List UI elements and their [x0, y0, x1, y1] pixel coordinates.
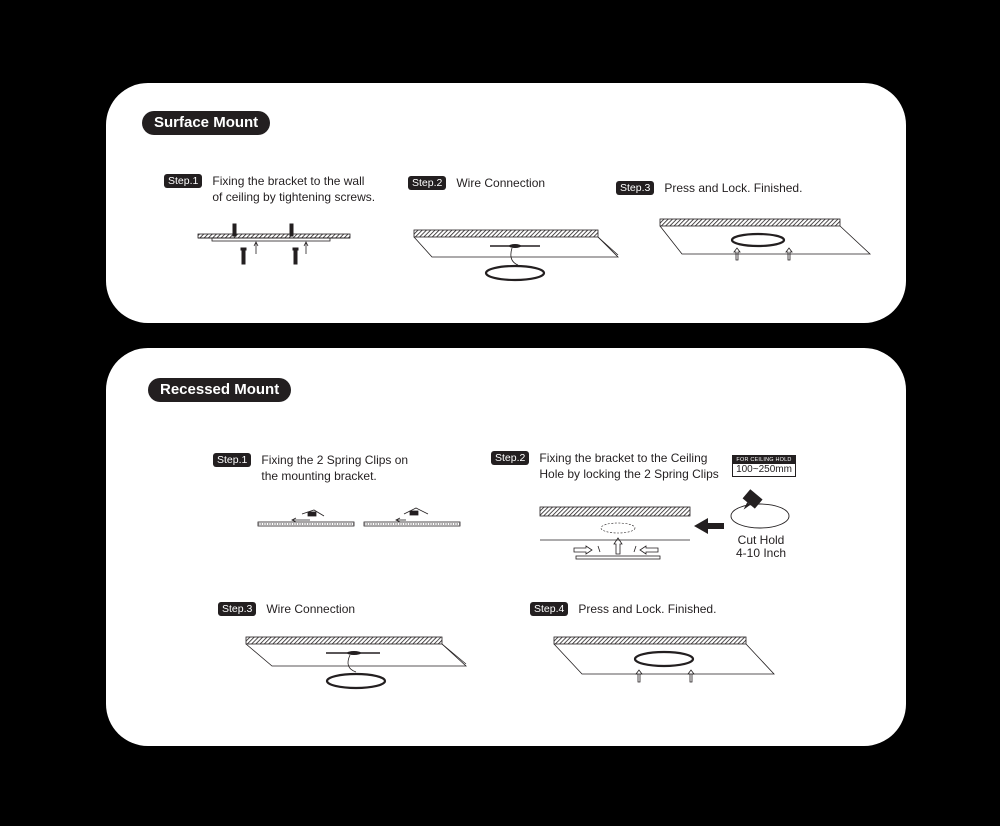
surface-finished-illustration [658, 216, 874, 266]
surface-step-1-text: Fixing the bracket to the wall of ceiling by tightening screws. [212, 174, 376, 204]
surface-step-3 [616, 180, 802, 196]
surface-step-2-badge: Step.2 [408, 176, 446, 190]
cut-hold-line2: 4-10 Inch [736, 546, 787, 560]
recessed-step-4-text: Press and Lock. Finished. [578, 602, 717, 616]
surface-mount-title: Surface Mount [142, 111, 270, 135]
surface-step-3-badge: Step.3 [616, 181, 654, 195]
recessed-step-2-text: Fixing the bracket to the Ceiling Hole by locking the 2 Spring Clips [539, 451, 719, 481]
recessed-step-1-text: Fixing the 2 Spring Clips on the mounting bracket. [261, 453, 409, 483]
ceiling-hold-value: 100~250mm [736, 464, 792, 475]
recessed-step-3-badge: Step.3 [218, 602, 256, 616]
recessed-step-3 [218, 601, 355, 617]
ceiling-hold-label: FOR CEILING HOLD [733, 456, 795, 464]
ceiling-hold-tag [732, 455, 796, 477]
recessed-step-4-badge: Step.4 [530, 602, 568, 616]
recessed-step-4 [530, 601, 716, 617]
recessed-finished-illustration [552, 634, 778, 686]
wire-connection-illustration [412, 227, 628, 289]
recessed-step-2 [491, 450, 719, 482]
recessed-step-1 [213, 452, 408, 484]
surface-step-1-badge: Step.1 [164, 174, 202, 188]
recessed-step-1-badge: Step.1 [213, 453, 251, 467]
bracket-screws-illustration [198, 218, 358, 278]
surface-mount-panel [106, 83, 906, 323]
cut-hold-label [736, 534, 786, 560]
surface-step-3-text: Press and Lock. Finished. [664, 181, 803, 195]
recessed-step-2-badge: Step.2 [491, 451, 529, 465]
spring-clips-illustration [256, 498, 466, 534]
surface-step-2 [408, 175, 545, 191]
ceiling-hole-illustration [538, 504, 698, 562]
surface-step-1 [164, 173, 375, 205]
recessed-wire-connection-illustration [244, 634, 470, 696]
cut-hold-line1: Cut Hold [737, 533, 785, 547]
surface-step-2-text: Wire Connection [456, 176, 546, 190]
recessed-mount-panel [106, 348, 906, 746]
recessed-mount-title: Recessed Mount [148, 378, 291, 402]
recessed-step-3-text: Wire Connection [266, 602, 356, 616]
